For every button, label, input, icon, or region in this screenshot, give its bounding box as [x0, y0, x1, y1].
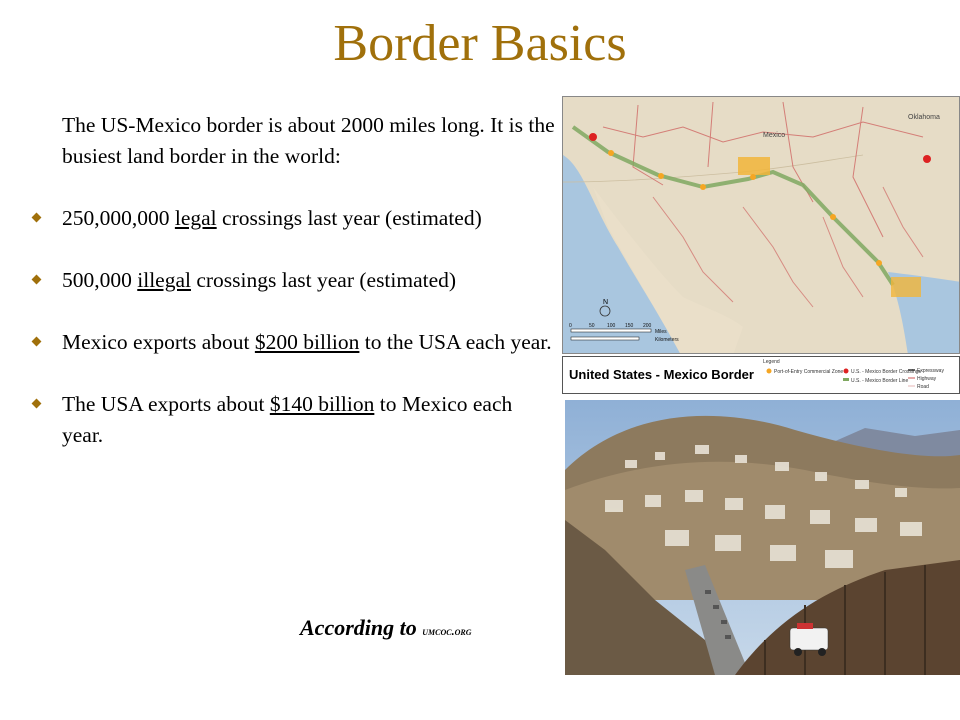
- map-legend: [562, 356, 960, 394]
- intro-paragraph: The US-Mexico border is about 2000 miles long. It is the busiest land border in the world:: [62, 113, 555, 168]
- bullet-emphasis: legal: [174, 206, 217, 230]
- bullet-text: to Mexico each year.: [62, 392, 513, 447]
- map-legend-keys: [563, 357, 960, 395]
- bullet-text: crossings last year (estimated): [216, 206, 482, 230]
- svg-text:Expressway: Expressway: [917, 368, 944, 374]
- svg-text:U.S. - Mexico Border Crossings: U.S. - Mexico Border Crossings: [851, 369, 922, 375]
- photo-graphic: [565, 400, 960, 675]
- svg-text:Port-of-Entry Commercial Zone: Port-of-Entry Commercial Zone: [774, 369, 844, 375]
- svg-text:Road: Road: [917, 384, 929, 390]
- source-prefix: According to: [300, 615, 423, 640]
- svg-text:200: 200: [643, 323, 652, 329]
- source-citation: [300, 615, 471, 641]
- diamond-icon: [32, 213, 42, 223]
- diamond-icon: [32, 275, 42, 285]
- svg-text:Miles: Miles: [655, 329, 667, 335]
- bullet-emphasis: illegal: [137, 268, 191, 292]
- diamond-icon: [32, 399, 42, 409]
- bullet-emphasis: $140 billion: [269, 392, 375, 416]
- bullet-text: The USA exports about: [62, 392, 270, 416]
- svg-text:U.S. - Mexico Border Line: U.S. - Mexico Border Line: [851, 378, 909, 384]
- map-graphic: [563, 97, 960, 354]
- source-site: umcoc.org: [422, 624, 472, 638]
- border-town-photo: [565, 400, 960, 675]
- svg-text:100: 100: [607, 323, 616, 329]
- svg-text:150: 150: [625, 323, 634, 329]
- svg-text:Kilometers: Kilometers: [655, 337, 679, 343]
- diamond-icon: [32, 337, 42, 347]
- bullet-text: Mexico exports about: [62, 330, 255, 354]
- bullet-text: crossings last year (estimated): [190, 268, 457, 292]
- bullet-item: [28, 203, 558, 234]
- bullet-emphasis: $200 billion: [254, 330, 360, 354]
- border-map-image: [562, 96, 960, 354]
- bullet-item: [28, 389, 558, 451]
- map-legend-title: United States - Mexico Border: [569, 367, 754, 382]
- svg-text:50: 50: [589, 323, 595, 329]
- svg-text:Mexico: Mexico: [763, 132, 786, 139]
- svg-text:Oklahoma: Oklahoma: [908, 114, 940, 121]
- bullet-item: [28, 265, 558, 296]
- bullet-text: 500,000: [62, 268, 138, 292]
- bullet-text: 250,000,000: [62, 206, 175, 230]
- bullet-text: to the USA each year.: [359, 330, 552, 354]
- slide-body: [28, 110, 558, 451]
- slide-title: Border Basics: [333, 15, 627, 72]
- bullet-item: [28, 327, 558, 358]
- svg-text:Legend: Legend: [763, 359, 780, 365]
- svg-text:Highway: Highway: [917, 376, 937, 382]
- svg-text:0: 0: [569, 323, 572, 329]
- svg-text:N: N: [603, 299, 609, 306]
